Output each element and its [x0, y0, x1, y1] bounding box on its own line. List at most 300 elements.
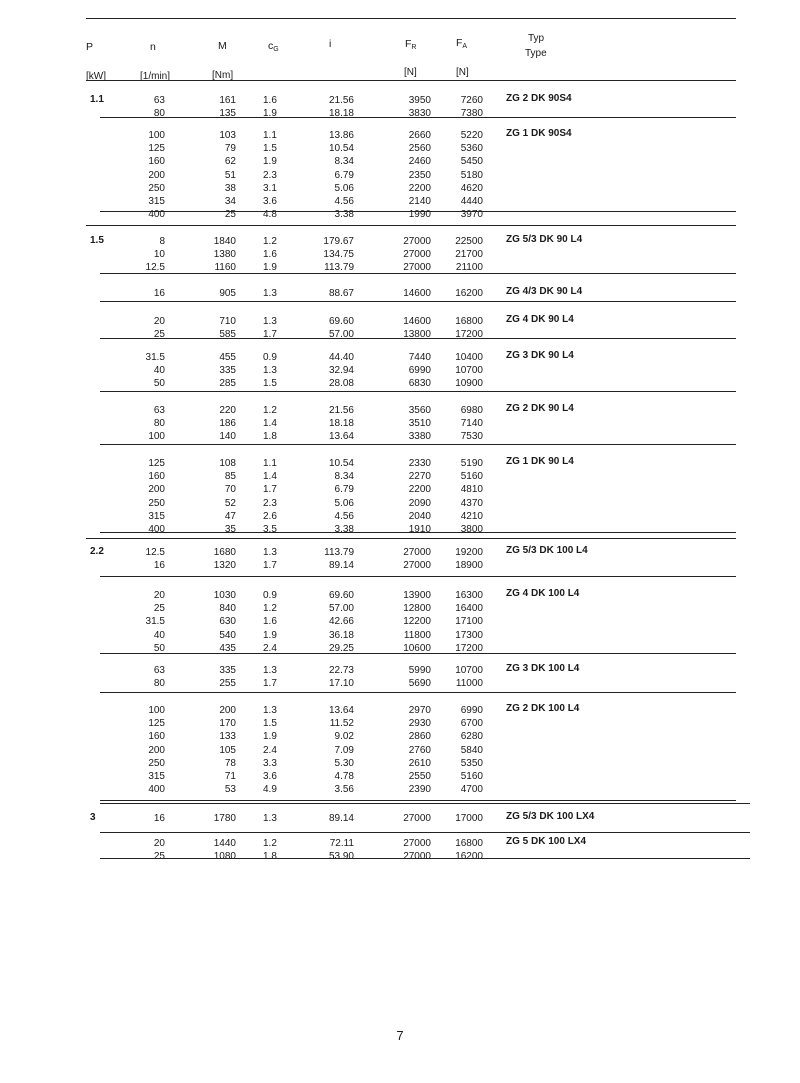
- cell-fa: 17300: [455, 629, 483, 641]
- cell-cg: 1.1: [263, 458, 277, 469]
- cell-cg: 2.6: [263, 510, 277, 522]
- cell-cg: 1.7: [263, 484, 277, 496]
- cell-n: 25: [153, 851, 165, 863]
- cell-fa: 17000: [455, 813, 483, 824]
- cell-i: 3.56: [334, 784, 354, 796]
- cell-i: 13.64: [328, 431, 354, 443]
- cell-fa: 10700: [455, 665, 483, 676]
- cell-i: 113.79: [324, 547, 354, 558]
- section-rule: [100, 117, 736, 118]
- cell-m: 35: [224, 524, 236, 535]
- cell-fr: 27000: [403, 851, 431, 863]
- cell-n: 250: [148, 497, 165, 509]
- cell-fa: 10900: [455, 378, 483, 390]
- col-header-fa-base: F: [456, 37, 463, 49]
- cell-n: 50: [153, 378, 165, 390]
- cell-n: 8: [159, 236, 165, 247]
- cell-m: 435: [219, 642, 236, 654]
- cell-cg: 0.9: [263, 590, 277, 601]
- cell-fa: 10700: [455, 365, 483, 377]
- cell-fr: 13900: [403, 590, 431, 601]
- cell-fr: 2140: [408, 196, 431, 207]
- section-rule: [100, 832, 750, 833]
- cell-n: 160: [148, 471, 165, 483]
- cell-n: 31.5: [145, 352, 165, 363]
- cell-m: 1320: [213, 560, 236, 572]
- col-header-fa-sub: A: [462, 43, 468, 50]
- cell-i: 18.18: [328, 108, 354, 120]
- cell-i: 69.60: [328, 590, 354, 601]
- cell-cg: 3.5: [263, 524, 277, 535]
- cell-cg: 1.9: [263, 731, 277, 743]
- cell-type: ZG 5/3 DK 90 L4: [506, 234, 583, 245]
- cell-n: 125: [148, 718, 165, 730]
- cell-n: 12.5: [145, 547, 165, 558]
- cell-type: ZG 5/3 DK 100 LX4: [506, 811, 595, 822]
- cell-cg: 4.9: [263, 784, 277, 796]
- cell-m: 335: [219, 665, 236, 676]
- section-rule: [100, 273, 736, 274]
- cell-type: ZG 1 DK 90S4: [506, 128, 572, 139]
- cell-fr: 2270: [408, 471, 431, 483]
- cell-type: ZG 2 DK 90 L4: [506, 403, 574, 414]
- cell-n: 25: [153, 329, 165, 341]
- cell-fr: 3830: [408, 108, 431, 120]
- cell-m: 1080: [213, 851, 236, 863]
- col-header-cg-base: c: [268, 40, 274, 52]
- cell-fr: 2860: [408, 731, 431, 743]
- cell-cg: 1.2: [263, 236, 277, 247]
- cell-fr: 5990: [408, 665, 431, 676]
- cell-fa: 4810: [460, 484, 483, 496]
- cell-i: 22.73: [328, 665, 354, 676]
- cell-cg: 2.3: [263, 169, 277, 181]
- cell-n: 50: [153, 642, 165, 654]
- cell-i: 17.10: [328, 678, 354, 690]
- cell-fa: 21100: [455, 262, 483, 274]
- cell-cg: 3.1: [263, 182, 277, 194]
- cell-i: 53.90: [328, 851, 354, 863]
- cell-i: 7.09: [334, 744, 354, 756]
- cell-cg: 1.5: [263, 718, 277, 730]
- cell-fr: 14600: [403, 288, 431, 299]
- cell-cg: 1.6: [263, 95, 277, 106]
- cell-fr: 2090: [408, 497, 431, 509]
- cell-cg: 3.3: [263, 757, 277, 769]
- cell-n: 250: [148, 757, 165, 769]
- col-header-type: Type: [525, 48, 547, 59]
- cell-fr: 2330: [408, 458, 431, 469]
- cell-n: 100: [148, 130, 165, 141]
- cell-fr: 2660: [408, 130, 431, 141]
- cell-i: 6.79: [334, 169, 354, 181]
- cell-fa: 16800: [455, 838, 483, 849]
- cell-fa: 4620: [460, 182, 483, 194]
- cell-m: 62: [224, 156, 236, 168]
- cell-fa: 5450: [460, 156, 483, 168]
- cell-fa: 5360: [460, 143, 483, 155]
- cell-i: 72.11: [329, 838, 354, 849]
- cell-fr: 12800: [403, 603, 431, 615]
- cell-cg: 0.9: [263, 352, 277, 363]
- cell-type: ZG 3 DK 100 L4: [506, 663, 580, 674]
- cell-i: 134.75: [323, 249, 354, 261]
- unit-n: [1/min]: [140, 71, 171, 82]
- unit-fa: [N]: [456, 67, 469, 78]
- cell-fa: 7530: [460, 431, 483, 443]
- cell-fr: 3510: [408, 418, 431, 430]
- cell-n: 63: [153, 405, 165, 416]
- cell-m: 1030: [213, 590, 236, 601]
- cell-fr: 27000: [403, 249, 431, 261]
- cell-fa: 6980: [460, 405, 483, 416]
- cell-n: 160: [148, 731, 165, 743]
- cell-cg: 1.9: [263, 629, 277, 641]
- cell-i: 8.34: [334, 471, 354, 483]
- cell-fa: 3800: [460, 524, 483, 535]
- cell-m: 630: [219, 616, 236, 628]
- cell-m: 186: [219, 418, 236, 430]
- cell-fa: 10400: [455, 352, 483, 363]
- cell-type: ZG 2 DK 100 L4: [506, 703, 580, 714]
- cell-fa: 16200: [455, 851, 483, 863]
- power-value: 1.5: [90, 235, 104, 246]
- section-rule: [100, 532, 736, 533]
- cell-fr: 2610: [408, 757, 431, 769]
- cell-cg: 1.7: [263, 678, 277, 690]
- cell-i: 4.56: [334, 196, 354, 207]
- cell-fa: 6700: [460, 718, 483, 730]
- cell-n: 100: [148, 705, 165, 716]
- cell-fr: 27000: [403, 262, 431, 274]
- cell-fa: 5180: [460, 169, 483, 181]
- cell-cg: 1.8: [263, 431, 277, 443]
- cell-cg: 1.8: [263, 851, 277, 863]
- cell-fr: 27000: [403, 560, 431, 572]
- cell-n: 16: [153, 560, 165, 572]
- cell-fa: 5840: [460, 744, 483, 756]
- cell-fa: 5160: [460, 471, 483, 483]
- cell-n: 315: [148, 196, 165, 207]
- cell-cg: 2.4: [263, 642, 277, 654]
- cell-n: 100: [148, 431, 165, 443]
- cell-cg: 1.3: [263, 316, 277, 327]
- cell-n: 80: [153, 678, 165, 690]
- cell-i: 13.64: [328, 705, 354, 716]
- cell-m: 51: [224, 169, 236, 181]
- cell-fr: 2760: [408, 744, 431, 756]
- unit-m: [Nm]: [212, 70, 234, 81]
- cell-n: 125: [148, 458, 165, 469]
- cell-m: 335: [219, 365, 236, 377]
- cell-i: 4.56: [334, 510, 354, 522]
- cell-type: ZG 4/3 DK 90 L4: [506, 286, 583, 297]
- cell-i: 88.67: [328, 288, 354, 299]
- cell-fa: 16800: [455, 316, 483, 327]
- cell-m: 1380: [213, 249, 236, 261]
- cell-n: 250: [148, 182, 165, 194]
- cell-fa: 3970: [460, 209, 483, 221]
- cell-m: 840: [219, 603, 236, 615]
- cell-m: 285: [219, 378, 236, 390]
- cell-m: 85: [224, 471, 236, 483]
- power-value: 2.2: [90, 546, 104, 557]
- col-header-p: P: [86, 41, 94, 53]
- cell-cg: 1.6: [263, 249, 277, 261]
- cell-cg: 1.4: [263, 471, 277, 483]
- section-rule: [100, 803, 750, 804]
- cell-cg: 2.4: [263, 744, 277, 756]
- cell-type: ZG 2 DK 90S4: [506, 93, 572, 104]
- cell-cg: 3.6: [263, 196, 277, 207]
- cell-i: 13.86: [328, 130, 354, 141]
- cell-m: 161: [219, 95, 236, 106]
- cell-i: 5.30: [334, 757, 354, 769]
- cell-n: 20: [153, 590, 165, 601]
- cell-m: 78: [224, 757, 236, 769]
- section-rule: [100, 692, 736, 693]
- cell-n: 400: [148, 784, 165, 796]
- page-number: 7: [396, 1028, 404, 1043]
- cell-m: 25: [224, 209, 236, 221]
- cell-type: ZG 4 DK 100 L4: [506, 588, 580, 599]
- cell-n: 63: [153, 95, 165, 106]
- cell-n: 200: [148, 484, 165, 496]
- cell-i: 28.08: [328, 378, 354, 390]
- cell-i: 44.40: [328, 352, 354, 363]
- section-rule: [86, 538, 736, 539]
- cell-i: 5.06: [334, 182, 354, 194]
- cell-cg: 1.3: [263, 288, 277, 299]
- cell-i: 18.18: [328, 418, 354, 430]
- section-rule: [100, 301, 736, 302]
- cell-fr: 2040: [408, 510, 431, 522]
- cell-m: 200: [219, 705, 236, 716]
- cell-m: 220: [219, 405, 236, 416]
- cell-m: 455: [219, 352, 236, 363]
- cell-cg: 1.2: [263, 405, 277, 416]
- cell-n: 200: [148, 169, 165, 181]
- cell-m: 52: [224, 497, 236, 509]
- unit-fr: [N]: [404, 67, 417, 78]
- cell-n: 200: [148, 744, 165, 756]
- cell-fa: 11000: [455, 678, 483, 690]
- cell-m: 71: [224, 771, 236, 782]
- section-rule: [100, 211, 736, 212]
- cell-n: 40: [153, 629, 165, 641]
- cell-fr: 27000: [403, 813, 431, 824]
- section-rule: [100, 653, 736, 654]
- cell-m: 1160: [214, 262, 236, 274]
- cell-cg: 1.2: [263, 603, 277, 615]
- col-header-fr-base: F: [405, 38, 412, 50]
- cell-fa: 7260: [460, 95, 483, 106]
- cell-fa: 18900: [455, 560, 483, 572]
- cell-n: 400: [148, 209, 165, 221]
- cell-type: ZG 4 DK 90 L4: [506, 314, 574, 325]
- cell-cg: 1.9: [263, 108, 277, 120]
- cell-fr: 5690: [408, 678, 431, 690]
- cell-m: 34: [224, 196, 236, 207]
- cell-cg: 1.9: [263, 262, 277, 274]
- col-header-typ: Typ: [528, 33, 545, 44]
- cell-cg: 1.1: [263, 130, 277, 141]
- cell-i: 179.67: [323, 236, 354, 247]
- cell-cg: 1.7: [263, 560, 277, 572]
- section-rule: [100, 858, 750, 859]
- cell-i: 11.52: [329, 718, 354, 730]
- cell-m: 170: [219, 718, 236, 730]
- cell-n: 16: [153, 288, 165, 299]
- col-header-i: i: [329, 38, 332, 50]
- power-value: 1.1: [90, 94, 104, 105]
- cell-m: 540: [219, 629, 236, 641]
- cell-fa: 4210: [460, 510, 483, 522]
- cell-i: 57.00: [328, 329, 354, 341]
- section-rule: [100, 444, 736, 445]
- cell-fr: 2560: [408, 143, 431, 155]
- cell-m: 1780: [213, 813, 236, 824]
- cell-fr: 6990: [408, 365, 431, 377]
- cell-n: 80: [153, 418, 165, 430]
- cell-fa: 17200: [455, 329, 483, 341]
- cell-i: 4.78: [334, 771, 354, 782]
- cell-fr: 2930: [408, 718, 431, 730]
- cell-fa: 5350: [460, 757, 483, 769]
- col-header-cg: [268, 40, 279, 52]
- cell-i: 9.02: [334, 731, 354, 743]
- cell-m: 255: [219, 678, 236, 690]
- cell-i: 21.56: [328, 95, 354, 106]
- cell-m: 1840: [213, 236, 236, 247]
- cell-fr: 3380: [408, 431, 431, 443]
- cell-fa: 16400: [455, 603, 483, 615]
- cell-cg: 1.3: [263, 813, 277, 824]
- cell-fa: 5190: [460, 458, 483, 469]
- cell-m: 53: [224, 784, 236, 796]
- cell-m: 38: [224, 182, 236, 194]
- cell-fr: 2350: [408, 169, 431, 181]
- cell-n: 31.5: [145, 616, 165, 628]
- cell-n: 80: [153, 108, 165, 120]
- cell-m: 1680: [213, 547, 236, 558]
- cell-fr: 27000: [403, 547, 431, 558]
- top-rule: [86, 18, 736, 19]
- cell-i: 89.14: [328, 560, 354, 572]
- cell-n: 25: [153, 603, 165, 615]
- cell-fa: 5220: [460, 130, 483, 141]
- cell-cg: 3.6: [263, 771, 277, 782]
- cell-fr: 10600: [403, 642, 431, 654]
- cell-n: 10: [153, 249, 165, 261]
- section-rule: [100, 391, 736, 392]
- section-rule: [100, 800, 736, 801]
- cell-i: 69.60: [328, 316, 354, 327]
- cell-fa: 17100: [455, 616, 483, 628]
- cell-fa: 6280: [460, 731, 483, 743]
- cell-m: 135: [219, 108, 236, 120]
- cell-n: 125: [148, 143, 165, 155]
- cell-type: ZG 1 DK 90 L4: [506, 456, 574, 467]
- cell-fr: 7440: [408, 352, 431, 363]
- cell-n: 12.5: [145, 262, 165, 274]
- cell-m: 1440: [213, 838, 236, 849]
- cell-m: 105: [219, 744, 236, 756]
- cell-fa: 4440: [460, 196, 483, 207]
- cell-type: ZG 5 DK 100 LX4: [506, 836, 587, 847]
- cell-fr: 3560: [408, 405, 431, 416]
- col-header-fa: [456, 37, 467, 49]
- cell-fr: 11800: [403, 629, 431, 641]
- cell-cg: 2.3: [263, 497, 277, 509]
- cell-i: 57.00: [328, 603, 354, 615]
- cell-m: 710: [219, 316, 236, 327]
- cell-fr: 6830: [408, 378, 431, 390]
- cell-i: 36.18: [328, 629, 354, 641]
- cell-n: 400: [148, 524, 165, 535]
- cell-fa: 17200: [455, 642, 483, 654]
- col-header-fr-sub: R: [411, 44, 417, 51]
- cell-n: 16: [153, 813, 165, 824]
- cell-i: 8.34: [334, 156, 354, 168]
- cell-fr: 2200: [408, 484, 431, 496]
- cell-fr: 14600: [403, 316, 431, 327]
- cell-fr: 2200: [408, 182, 431, 194]
- cell-cg: 1.2: [263, 838, 277, 849]
- cell-fr: 27000: [403, 236, 431, 247]
- cell-i: 42.66: [328, 616, 354, 628]
- cell-i: 6.79: [334, 484, 354, 496]
- cell-cg: 1.3: [263, 705, 277, 716]
- cell-i: 10.54: [328, 143, 354, 155]
- cell-m: 47: [224, 510, 236, 522]
- cell-i: 3.38: [334, 524, 354, 535]
- cell-fr: 2970: [408, 705, 431, 716]
- cell-fr: 3950: [408, 95, 431, 106]
- cell-i: 113.79: [324, 262, 354, 274]
- cell-cg: 1.3: [263, 365, 277, 377]
- cell-m: 103: [219, 130, 236, 141]
- cell-fr: 1990: [408, 209, 431, 221]
- cell-type: ZG 5/3 DK 100 L4: [506, 545, 588, 556]
- cell-m: 70: [224, 484, 236, 496]
- cell-i: 89.14: [328, 813, 354, 824]
- cell-cg: 1.9: [263, 156, 277, 168]
- cell-cg: 1.3: [263, 547, 277, 558]
- header-rule: [86, 80, 736, 81]
- cell-i: 21.56: [328, 405, 354, 416]
- cell-n: 20: [153, 316, 165, 327]
- cell-i: 3.38: [334, 209, 354, 221]
- cell-fa: 19200: [455, 547, 483, 558]
- cell-fa: 4370: [460, 497, 483, 509]
- cell-i: 10.54: [328, 458, 354, 469]
- cell-n: 315: [148, 510, 165, 522]
- power-value: 3: [90, 812, 96, 823]
- cell-fa: 4700: [460, 784, 483, 796]
- cell-fa: 7380: [460, 108, 483, 120]
- cell-i: 5.06: [334, 497, 354, 509]
- cell-fa: 5160: [460, 771, 483, 782]
- cell-fr: 12200: [403, 616, 431, 628]
- cell-fa: 16200: [455, 288, 483, 299]
- section-rule: [86, 225, 736, 226]
- cell-fr: 1910: [408, 524, 431, 535]
- col-header-fr: [405, 38, 416, 50]
- cell-cg: 1.4: [263, 418, 277, 430]
- section-rule: [100, 338, 736, 339]
- cell-fr: 2390: [408, 784, 431, 796]
